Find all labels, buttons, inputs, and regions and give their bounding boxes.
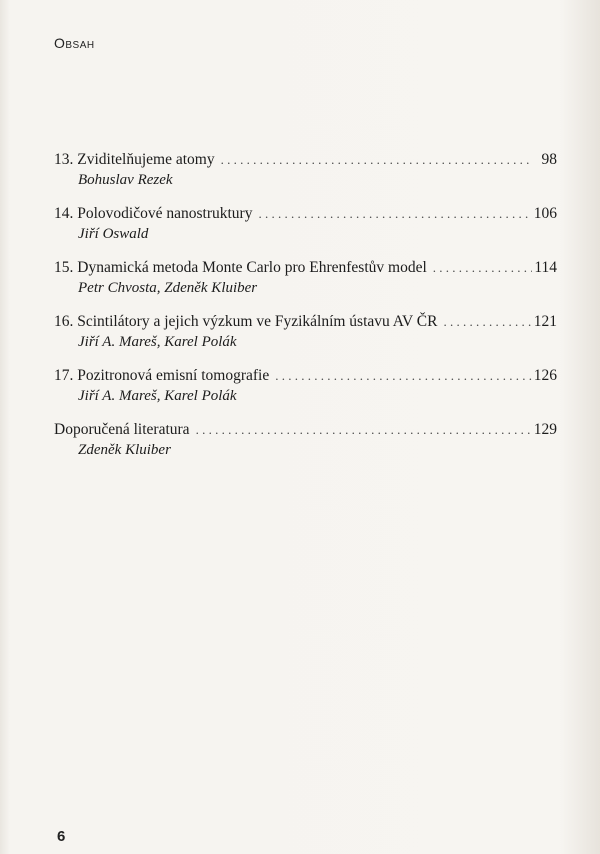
entry-title: Zviditelňujeme atomy — [77, 151, 215, 168]
entry-page: 129 — [533, 421, 557, 438]
entry-title: Scintilátory a jejich výzkum ve Fyzikálním ústavu AV ČR — [77, 313, 438, 330]
entry-author: Jiří Oswald — [78, 226, 149, 242]
page-header: Obsah — [54, 35, 95, 51]
toc-entry — [54, 204, 557, 244]
dot-leader — [275, 366, 532, 386]
table-of-contents — [54, 150, 557, 474]
toc-entry-references — [54, 420, 557, 460]
entry-page: 114 — [534, 259, 557, 276]
dot-leader — [221, 150, 533, 170]
entry-author: Zdeněk Kluiber — [78, 442, 171, 458]
entry-title: Pozitronová emisní tomografie — [77, 367, 270, 384]
dot-leader — [433, 258, 533, 278]
page-number: 6 — [57, 828, 66, 845]
entry-title: Doporučená literatura — [54, 421, 190, 438]
entry-number: 17. — [54, 367, 74, 384]
entry-author: Petr Chvosta, Zdeněk Kluiber — [78, 280, 258, 296]
entry-number: 15. — [54, 259, 74, 276]
toc-entry — [54, 258, 557, 298]
toc-entry — [54, 312, 557, 352]
entry-author: Jiří A. Mareš, Karel Polák — [78, 334, 237, 350]
entry-page: 126 — [533, 367, 557, 384]
entry-author: Bohuslav Rezek — [78, 172, 173, 188]
entry-page: 106 — [533, 205, 557, 222]
toc-entry — [54, 150, 557, 190]
entry-page: 98 — [541, 151, 557, 168]
entry-number: 14. — [54, 205, 74, 222]
dot-leader — [258, 204, 531, 224]
dot-leader — [443, 312, 531, 332]
entry-number: 16. — [54, 313, 74, 330]
entry-page: 121 — [533, 313, 557, 330]
toc-entry — [54, 366, 557, 406]
entry-title: Dynamická metoda Monte Carlo pro Ehrenfestův model — [77, 259, 427, 276]
entry-title: Polovodičové nanostruktury — [77, 205, 253, 222]
entry-number: 13. — [54, 151, 74, 168]
dot-leader — [196, 420, 532, 440]
entry-author: Jiří A. Mareš, Karel Polák — [78, 388, 237, 404]
